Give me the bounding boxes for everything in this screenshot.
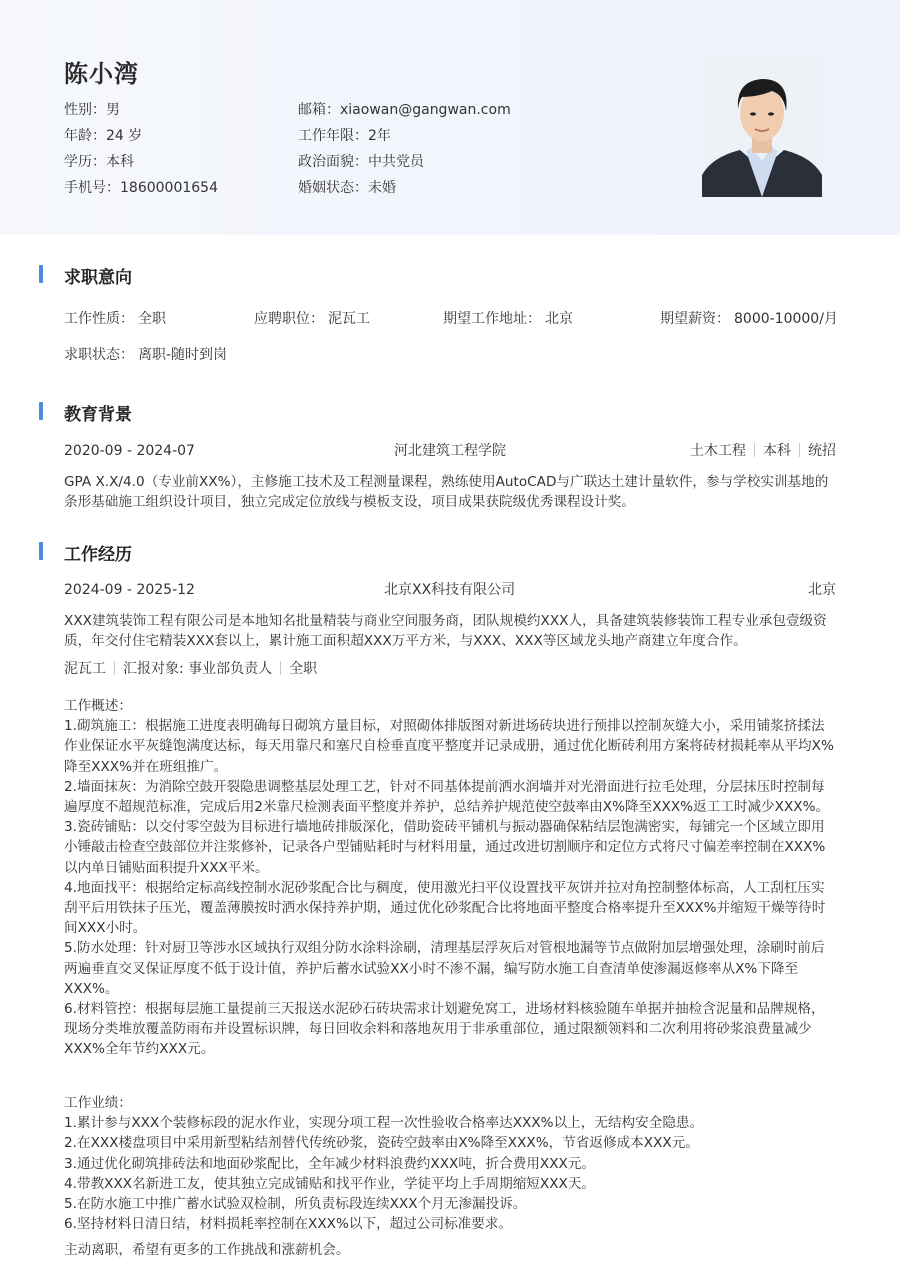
education-row: [64, 152, 134, 172]
education-period: 2020-09 - 2024-07: [64, 443, 195, 459]
gender-row: [64, 100, 120, 120]
age-label: 年龄：: [64, 128, 106, 144]
gender-label: 性别：: [64, 102, 106, 118]
achievement-item: 3.通过优化砌筑排砖法和地面砂浆配比，全年减少材料浪费约XXX吨，折合费用XXX元。: [64, 1155, 596, 1172]
intent-salary: [660, 309, 838, 329]
age-row: [64, 126, 142, 146]
email-row: [298, 100, 511, 120]
overview-item: 2.墙面抹灰：为消除空鼓开裂隐患调整基层处理工艺，针对不同基体提前洒水润墙并对光滑面进行拉毛处理，分层抹压时控制每遍厚度不超规范标准，完成后用2米靠尺检测表面平整度并养护，总结养护规范使空鼓率由X%降至XXX%返工工时减少XXX%。: [64, 778, 830, 816]
age-value: 24 岁: [106, 128, 143, 144]
intent-position-value: 泥瓦工: [328, 311, 370, 327]
divider: [114, 661, 115, 675]
achievement-item: 1.累计参与XXX个装修标段的泥水作业，实现分项工程一次性验收合格率达XXX%以上，无结构安全隐患。: [64, 1115, 704, 1132]
politics-row: [298, 152, 424, 172]
leave-reason: 主动离职，希望有更多的工作挑战和涨薪机会。: [64, 1242, 350, 1258]
work-city: 北京: [808, 582, 836, 598]
work-achievements: [64, 1093, 836, 1234]
section-title-work: 工作经历: [64, 545, 132, 565]
intent-status-label: 求职状态：: [64, 347, 134, 363]
education-school: 河北建筑工程学院: [394, 443, 506, 459]
work-role: 泥瓦工: [64, 661, 106, 677]
years-label: 工作年限：: [298, 128, 368, 144]
intent-salary-value: 8000-10000/月: [734, 311, 838, 327]
intent-location: [443, 309, 573, 329]
overview-title: 工作概述：: [64, 698, 132, 714]
overview-item: 6.材料管控：根据每层施工量提前三天报送水泥砂石砖块需求计划避免窝工，进场材料核验随车单据并抽检含泥量和品牌规格，现场分类堆放覆盖防雨布并设置标识牌，每日回收余料和落地灰用于非承重部位，通过限额领料和二次利用将砂浆浪费量减少XXX%全年节约XXX元。: [64, 1001, 825, 1058]
divider: [799, 443, 800, 457]
achievements-title: 工作业绩：: [64, 1095, 132, 1111]
education-value: 本科: [106, 154, 134, 170]
marital-value: 未婚: [368, 180, 396, 196]
education-description: GPA X.X/4.0（专业前XX%），主修施工技术及工程测量课程，熟练使用AutoCAD与广联达土建计量软件，参与学校实训基地的条形基础施工组织设计项目，独立完成定位放线与模板支设，项目成果获院级优秀课程设计奖。: [64, 474, 829, 511]
email-value: xiaowan@gangwan.com: [340, 102, 511, 118]
section-marker: [39, 265, 43, 283]
email-label: 邮箱：: [298, 102, 340, 118]
education-degree: 本科: [763, 443, 791, 459]
work-company: 北京XX科技有限公司: [384, 582, 516, 598]
phone-label: 手机号：: [64, 180, 120, 196]
gender-value: 男: [106, 102, 120, 118]
achievement-item: 6.坚持材料日清日结，材料损耗率控制在XXX%以下，超过公司标准要求。: [64, 1216, 513, 1233]
intent-location-label: 期望工作地址：: [443, 311, 541, 327]
intent-status: [64, 345, 227, 365]
intent-status-value: 离职-随时到岗: [138, 347, 228, 363]
achievement-item: 4.带教XXX名新进工友，使其独立完成铺贴和找平作业，学徒平均上手周期缩短XXX天。: [64, 1175, 596, 1192]
phone-row: [64, 178, 218, 198]
marital-label: 婚姻状态：: [298, 180, 368, 196]
divider: [754, 443, 755, 457]
education-major: 土木工程: [690, 443, 746, 459]
intent-salary-label: 期望薪资：: [660, 311, 730, 327]
divider: [280, 661, 281, 675]
years-value: 2年: [368, 128, 391, 144]
profile-photo: [702, 57, 822, 197]
education-major-line: [690, 441, 836, 461]
overview-item: 3.瓷砖铺贴：以交付零空鼓为目标进行墙地砖排版深化，借助瓷砖平铺机与振动器确保粘结层饱满密实，每铺完一个区域立即用小锤敲击检查空鼓部位并注浆修补，记录各户型铺贴耗时与材料用量，通过改进切割顺序和定位方式将尺寸偏差率控制在XXX%以内单日铺贴面积提升XXX平米。: [64, 819, 826, 876]
work-job-type: 全职: [289, 661, 318, 677]
work-report-to: 汇报对象: 事业部负责人: [123, 661, 273, 677]
politics-value: 中共党员: [368, 154, 424, 170]
intent-nature-value: 全职: [138, 311, 166, 327]
marital-row: [298, 178, 396, 198]
intent-location-value: 北京: [545, 311, 573, 327]
section-marker: [39, 402, 43, 420]
person-avatar-icon: [702, 57, 822, 197]
section-title-intent: 求职意向: [64, 268, 132, 288]
intent-nature: [64, 309, 166, 329]
overview-item: 5.防水处理：针对厨卫等涉水区域执行双组分防水涂料涂刷，清理基层浮灰后对管根地漏等节点做附加层增强处理，涂刷时前后两遍垂直交叉保证厚度不低于设计值，养护后蓄水试验XX小时不渗不漏，编写防水施工自查清单使渗漏返修率从X%下降至XXX%。: [64, 940, 825, 997]
politics-label: 政治面貌：: [298, 154, 368, 170]
overview-item: 4.地面找平：根据给定标高线控制水泥砂浆配合比与稠度，使用激光扫平仪设置找平灰饼并拉对角控制整体标高，人工刮杠压实刮平后用铁抹子压光，覆盖薄膜按时洒水保持养护期，通过优化砂浆配合比将地面平整度合格率提升至XXX%并缩短干燥等待时间XXX小时。: [64, 879, 826, 937]
education-label: 学历：: [64, 154, 106, 170]
achievement-item: 2.在XXX楼盘项目中采用新型粘结剂替代传统砂浆，瓷砖空鼓率由X%降至XXX%，节省返修成本XXX元。: [64, 1135, 699, 1152]
achievement-item: 5.在防水施工中推广蓄水试验双检制，所负责标段连续XXX个月无渗漏投诉。: [64, 1196, 527, 1213]
company-intro: XXX建筑装饰工程有限公司是本地知名批量精装与商业空间服务商，团队规模约XXX人，具备建筑装修装饰工程专业承包壹级资质，年交付住宅精装XXX套以上，累计施工面积超XXX万平方米，与XXX、XXX等区域龙头地产商建立年度合作。: [64, 613, 827, 650]
intent-nature-label: 工作性质：: [64, 311, 134, 327]
years-row: [298, 126, 391, 146]
education-type: 统招: [808, 443, 836, 459]
overview-item: 1.砌筑施工：根据施工进度表明确每日砌筑方量目标，对照砌体排版图对新进场砖块进行预排以控制灰缝大小，采用铺浆挤揉法作业保证水平灰缝饱满度达标，每天用靠尺和塞尺自检垂直度平整度并记录成册，通过优化断砖利用方案将砖材损耗率从平均X%降至XXX%并在班组推广。: [64, 718, 834, 775]
phone-value: 18600001654: [120, 180, 218, 196]
intent-position: [254, 309, 370, 329]
candidate-name: 陈小湾: [64, 60, 139, 88]
intent-position-label: 应聘职位：: [254, 311, 324, 327]
work-period: 2024-09 - 2025-12: [64, 582, 195, 598]
work-overview: [64, 696, 836, 1060]
section-title-education: 教育背景: [64, 405, 132, 425]
work-role-line: [64, 659, 317, 679]
section-marker: [39, 542, 43, 560]
